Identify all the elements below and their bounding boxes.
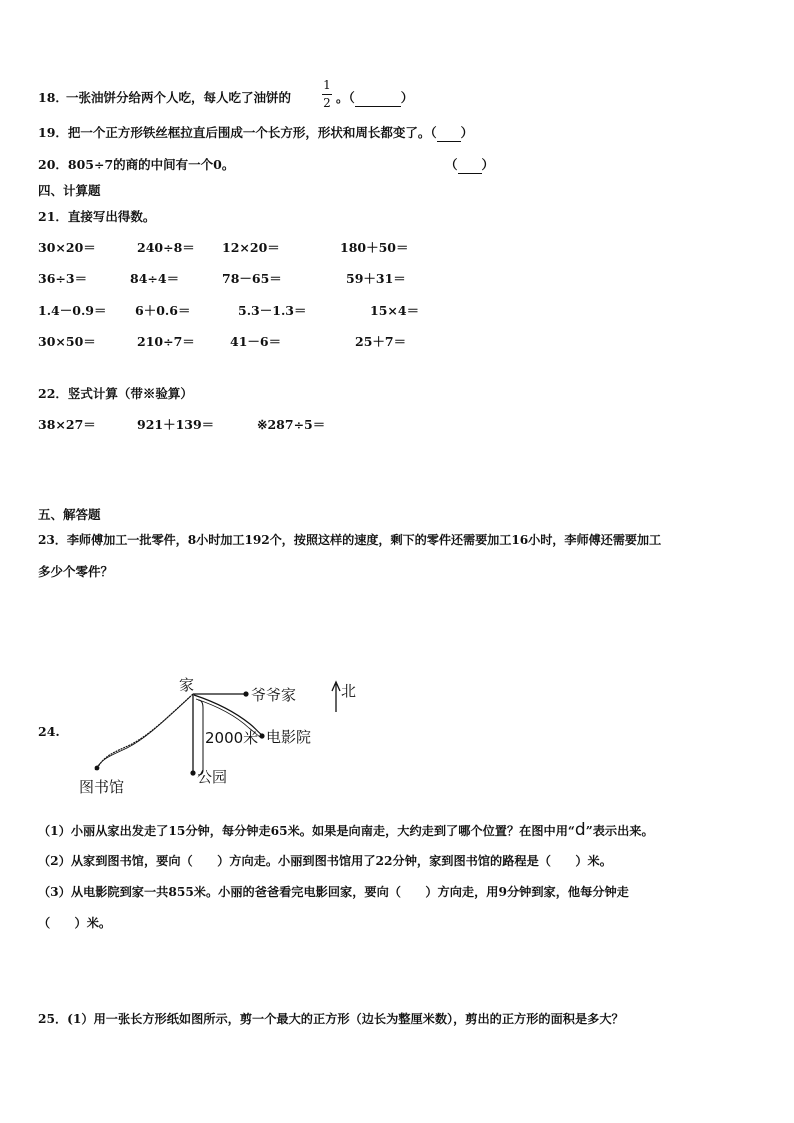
section-5-heading: 五、解答题 <box>38 507 101 522</box>
q21-item: 30×20＝ <box>38 240 96 255</box>
cinema-dot <box>259 733 264 738</box>
q21-item: 180＋50＝ <box>340 240 409 255</box>
grandpa-dot <box>243 691 248 696</box>
q18-text: 一张油饼分给两个人吃，每人吃了油饼的 <box>66 90 292 105</box>
road-to-cinema <box>194 695 262 735</box>
distance-bracket <box>198 700 203 775</box>
q21-item: 84÷4＝ <box>130 271 180 286</box>
label-grandpa: 爷爷家 <box>251 686 297 704</box>
road-to-library <box>98 694 193 767</box>
q19-blank[interactable] <box>437 125 461 142</box>
q21-title: 21．直接写出得数。 <box>38 209 156 224</box>
q24-part3-line1: （3）从电影院到家一共855米。小丽的爸爸看完电影回家，要向（ ）方向走，用9分钟到家，他每分钟走 <box>38 885 629 899</box>
label-distance: 2000米 <box>205 729 259 747</box>
q24-part1-a: （1）小丽从家出发走了15分钟，每分钟走65米。如果是向南走，大约走到了哪个位置？在图中用“ <box>38 824 575 838</box>
q24-number: 24. <box>38 724 60 739</box>
q18-end: 。（ <box>336 90 355 105</box>
q21-item: 36÷3＝ <box>38 271 88 286</box>
q21-item: 78－65＝ <box>222 271 282 286</box>
q24-mark-d: d <box>574 820 586 840</box>
q21-item: 240÷8＝ <box>137 240 195 255</box>
q21-item: 5.3－1.3＝ <box>238 303 307 318</box>
label-library: 图书馆 <box>79 778 125 796</box>
q19-text <box>38 125 473 142</box>
q20-open: （ <box>445 157 458 172</box>
q18-fraction-denominator: 2 <box>323 96 331 110</box>
park-dot <box>190 770 195 775</box>
q22-title: 22．竖式计算（带※验算） <box>38 386 193 401</box>
q20-text: 20．805÷7的商的中间有一个0。 <box>38 157 235 172</box>
label-north: 北 <box>341 682 357 700</box>
q18-fraction-bar <box>322 94 332 95</box>
q23-line2: 多少个零件？ <box>38 564 114 579</box>
q18-number: 18． <box>38 90 68 105</box>
q24-part3-line2: （ ）米。 <box>38 916 112 930</box>
q21-item: 25＋7＝ <box>355 334 407 349</box>
q24-part2: （2）从家到图书馆，要向（ ）方向走。小丽到图书馆用了22分钟，家到图书馆的路程是（ ）米。 <box>38 854 612 868</box>
q22-item: 38×27＝ <box>38 417 96 432</box>
q23-line1: 23．李师傅加工一批零件，8小时加工192个，按照这样的速度，剩下的零件还需要加工16小时，李师傅还需要加工 <box>38 533 662 547</box>
q21-item: 15×4＝ <box>370 303 420 318</box>
q21-item: 6＋0.6＝ <box>135 303 191 318</box>
q19-close: ） <box>460 125 474 140</box>
q21-item: 12×20＝ <box>222 240 280 255</box>
q20-close: ） <box>481 157 495 172</box>
q20-blank[interactable] <box>458 157 482 174</box>
north-arrow-head <box>332 682 340 691</box>
q24-part1-b: ”表示出来。 <box>585 824 654 838</box>
q21-item: 59＋31＝ <box>346 271 406 286</box>
q21-item: 30×50＝ <box>38 334 96 349</box>
section-4-heading: 四、计算题 <box>38 183 101 198</box>
q20-answer[interactable] <box>445 157 494 174</box>
q18-close: ） <box>400 90 414 105</box>
library-dot <box>95 766 100 771</box>
q25-text: 25．(1）用一张长方形纸如图所示，剪一个最大的正方形（边长为整厘米数），剪出的正方形的面积是多大？ <box>38 1012 624 1026</box>
q21-item: 210÷7＝ <box>137 334 195 349</box>
q21-item: 1.4－0.9＝ <box>38 303 107 318</box>
q22-item: 921＋139＝ <box>137 417 215 432</box>
q18-blank[interactable] <box>355 90 401 107</box>
q18-fraction-numerator: 1 <box>323 78 331 92</box>
label-park: 公园 <box>197 768 228 786</box>
label-cinema: 电影院 <box>266 728 312 746</box>
q19-body: 19．把一个正方形铁丝框拉直后围成一个长方形，形状和周长都变了。（ <box>38 125 437 140</box>
label-home: 家 <box>179 676 195 694</box>
q24-part1 <box>38 822 654 839</box>
q18-answer[interactable] <box>336 90 413 107</box>
q22-item: ※287÷5＝ <box>257 417 326 432</box>
q21-item: 41－6＝ <box>230 334 282 349</box>
